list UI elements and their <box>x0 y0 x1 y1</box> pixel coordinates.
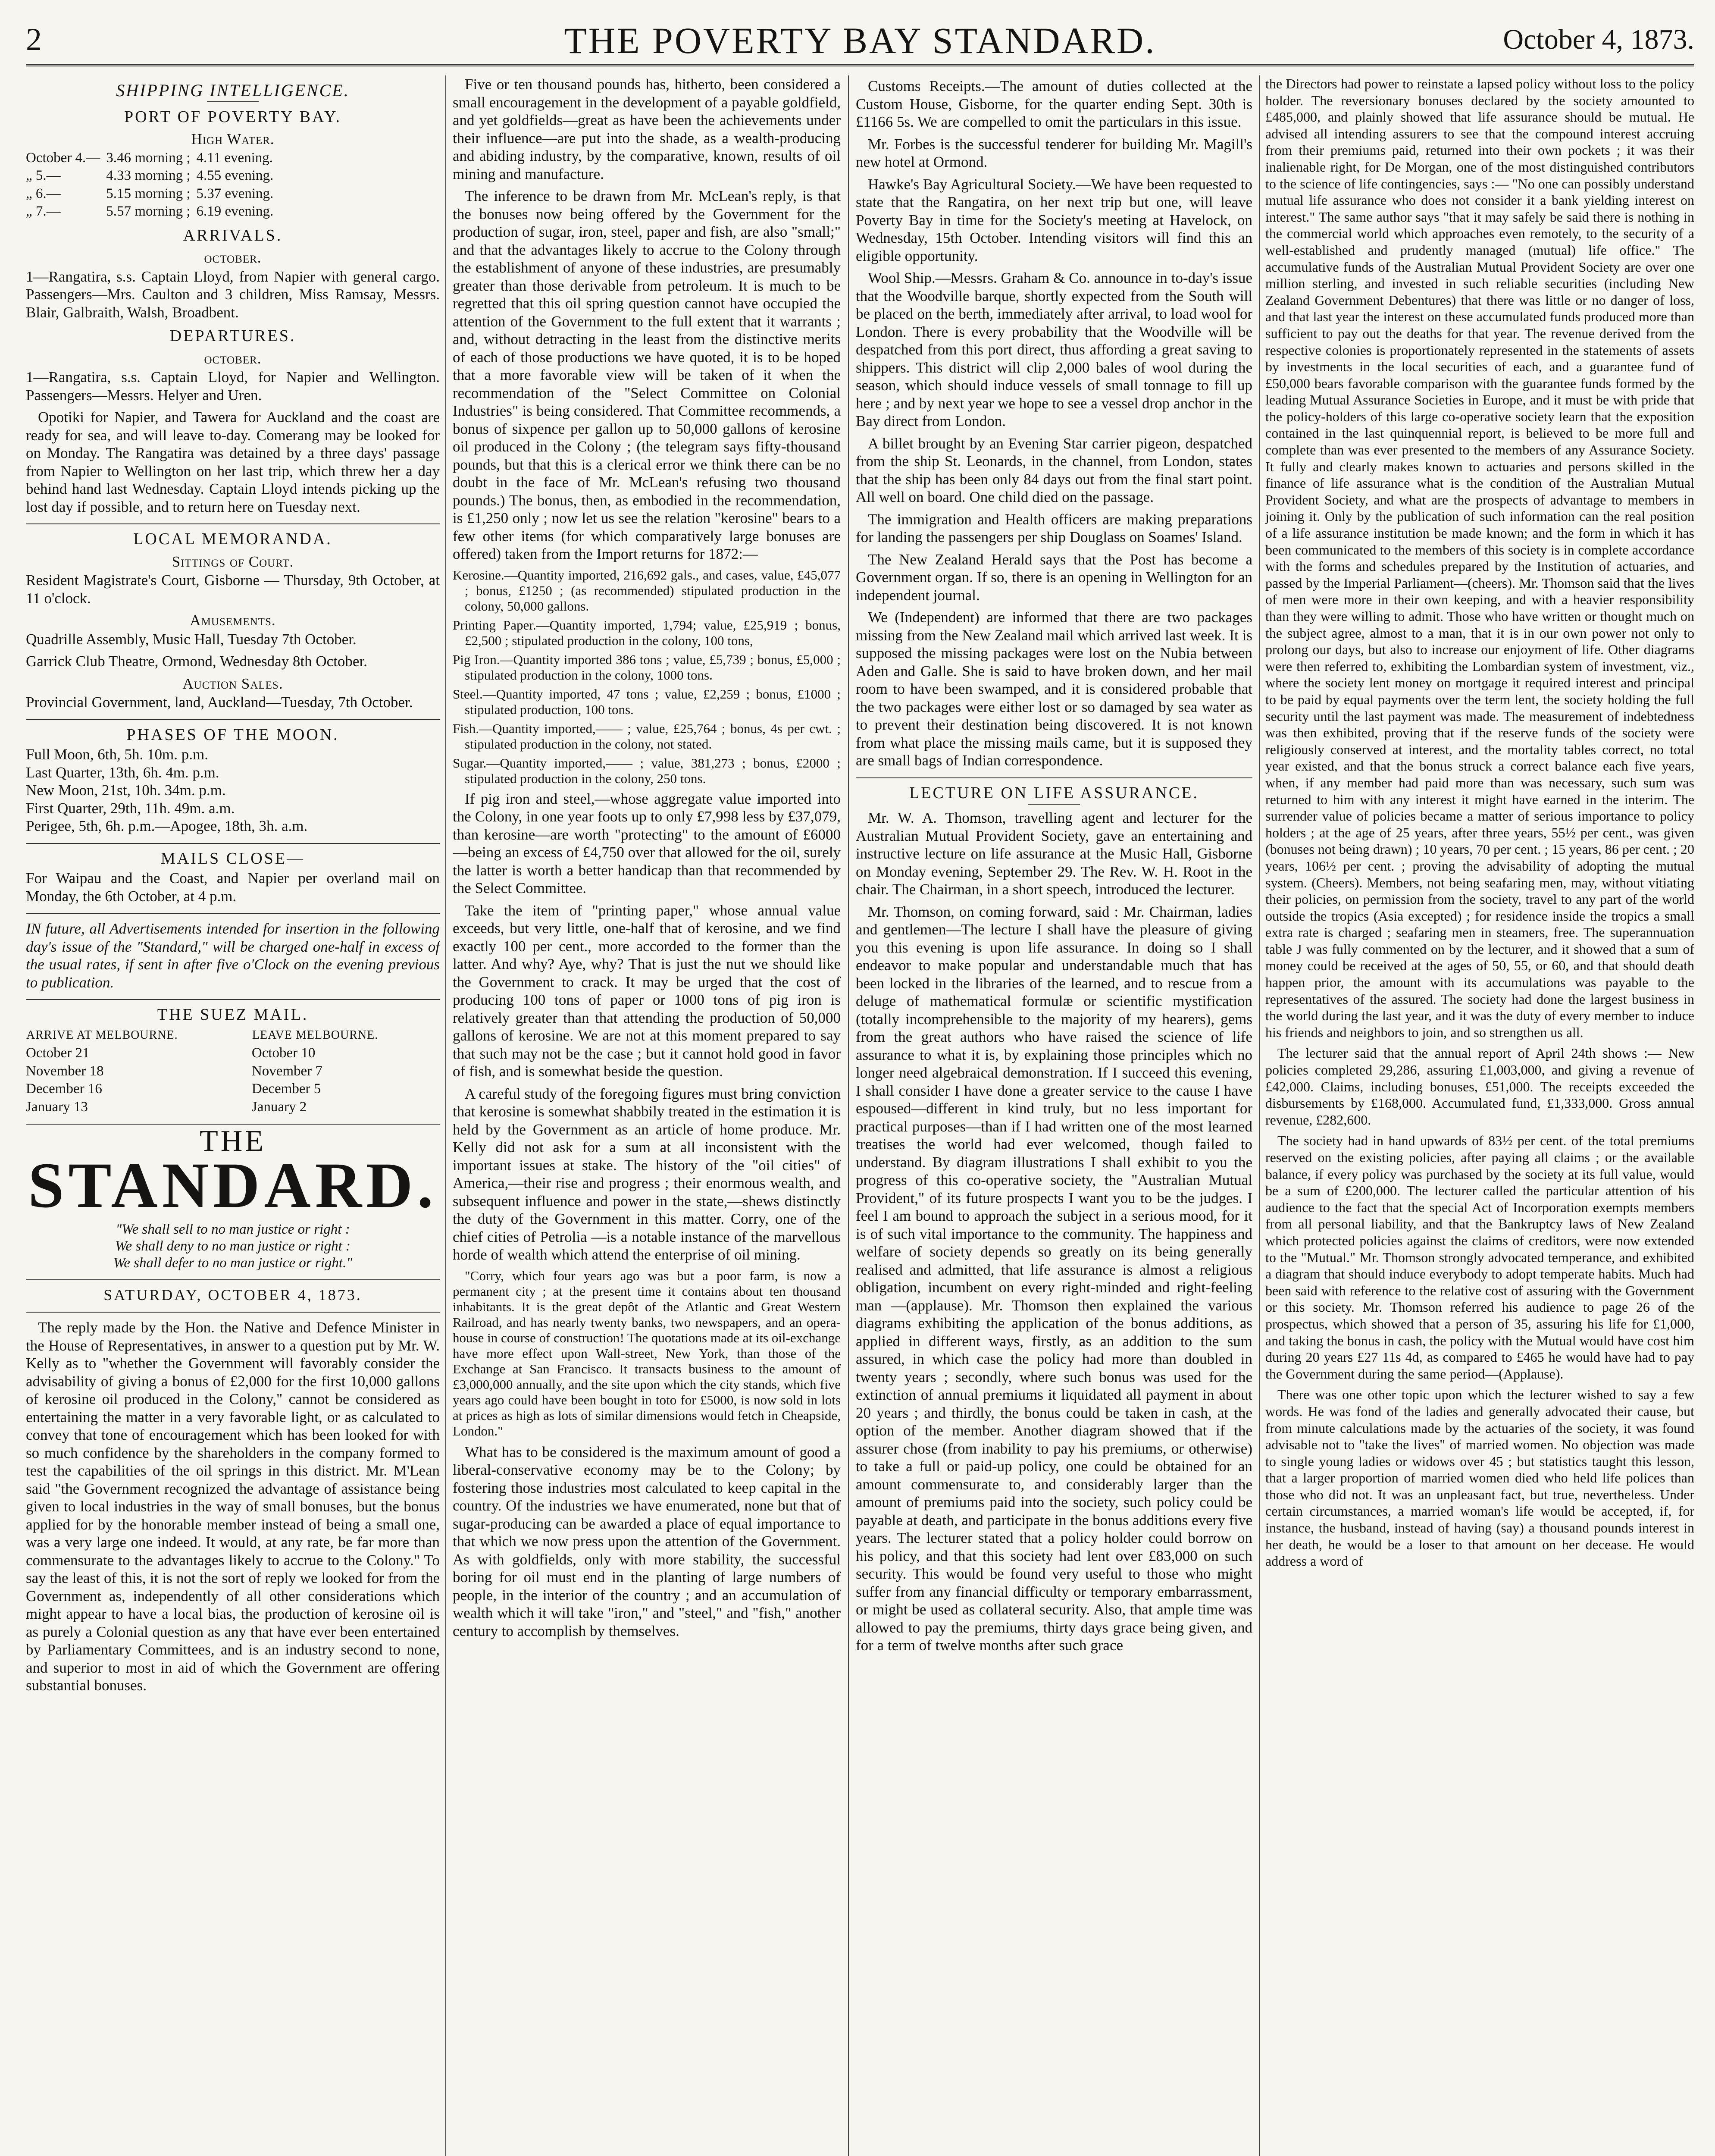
table-row <box>26 1098 440 1116</box>
shipping-heading: SHIPPING INTELLIGENCE. <box>116 81 350 100</box>
auction-entry: Provincial Government, land, Auckland—Tuesday, 7th October. <box>26 694 413 711</box>
lecture-paragraph: Mr. Thomson, on coming forward, said : Mr. Chairman, ladies and gentlemen—The lecture I shall have the pleasure of giving you this evening is upon life assurance. In doing so I shall endeavor to make popular and understandable much that has been locked in the libraries of the learned, and to rescue from a deluge of mathematical formulæ or scientific mystification (totally incomprehensible to the majority of my hearers), gems from the great authors who have raised the science of life assurance to what it is, by explaining those principles which no longer need algebraical demonstration. If I succeed this evening, I shall consider I have done a greater service to the cause I have espoused—different in kind truly, but no less important for practical purposes—than if I had written one of the most learned treatises the world had ever welcomed, though failed to understand. By diagram illustrations I shall exhibit to you the progress of this co-operative society, the "Australian Mutual Provident," of its future prospects I want you to be the judges. I feel I am bound to approach the subject in a serious mood, for it is of such vital importance to the community. The happiness and welfare of society depends so greatly on its being generally realised and admitted, that life assurance is almost a religious obligation, incumbent on every right-minded and right-feeling man —(applause). Mr. Thomson then explained the various diagrams exhibiting the application of the bonus additions, as applied in different ways, firstly, as an addition to the sum assured, in which case the policy had more than doubled in twenty years ; secondly, where such bonus was used for the extinction of annual premiums it liquidated all payment in about 20 years ; and thirdly, the bonus could be taken in cash, at the option of the member. Another diagram showed that if the assurer chose (from inability to pay his premiums, or otherwise) to take a full or paid-up policy, one could be obtained for an amount commensurate to, and considerably larger than the amount of premiums paid into the society, such policy could be payable at death, and participate in the bonus additions every five years. The lecturer stated that a policy holder could borrow on his policy, and that this society had lent over £83,000 on such security. This would be found very useful to those who might suffer from any financial difficulty or temporary embarrassment, or might be used as collateral security. Also, that ample time was allowed to pay the premiums, thirty days grace being given, and for a term of twelve months after such grace <box>856 903 1252 1654</box>
mails-heading: MAILS CLOSE— <box>160 849 305 868</box>
column-4 <box>1265 75 1694 2156</box>
newspaper-title: THE POVERTY BAY STANDARD. <box>564 20 1156 61</box>
shipping-notes: Opotiki for Napier, and Tawera for Auckland and the coast are ready for sea, and will leave to-day. Comerang may be looked for on Monday. The Rangatira was detained by a three days' passage from Napier to Wellington on her last trip, which threw her a day behind hand last Wednesday. Captain Lloyd intends picking up the lost day if possible, and to return here on Tuesday next. <box>26 409 440 515</box>
import-item: Pig Iron.—Quantity imported 386 tons ; value, £5,739 ; bonus, £5,000 ; stipulated production in the colony, 1000 tons. <box>453 652 841 683</box>
news-brief: A billet brought by an Evening Star carrier pigeon, despatched from the ship St. Leonards, in the channel, from London, states that the ship has been only 84 days out from the final start point. All well on board. One child died on the passage. <box>856 435 1252 505</box>
news-brief: We (Independent) are informed that there are two packages missing from the New Zealand mail which arrived last week. It is supposed the missing packages were lost on the Nubia between Aden and Galle. She is said to have broken down, and her mail room to have been swamped, and it is considered probable that the two packages were either lost or so damaged by sea water as to prevent their destination being discovered. It is not known from what place the missing mails came, but it is supposed they are small bags of Indian correspondence. <box>856 609 1252 769</box>
tide-morning: 5.15 morning ; <box>106 185 191 201</box>
divider <box>26 843 440 844</box>
table-row <box>26 1080 440 1098</box>
suez-mail-heading: THE SUEZ MAIL. <box>157 1006 309 1024</box>
local-memoranda-heading: LOCAL MEMORANDA. <box>133 530 332 548</box>
tide-evening: 4.11 evening. <box>196 150 273 166</box>
leave-date: October 10 <box>251 1045 316 1061</box>
arrival-entry: 1—Rangatira, s.s. Captain Lloyd, from Napier with general cargo. Passengers—Mrs. Caulton and 3 children, Miss Ramsay, Messrs. Blair, Galbraith, Walsh, Broadbent. <box>26 268 440 321</box>
masthead-rule <box>26 64 1694 66</box>
standard-motto <box>26 1221 440 1272</box>
departures-heading: DEPARTURES. <box>169 327 296 345</box>
standard-the: THE <box>199 1125 266 1158</box>
tide-evening: 6.19 evening. <box>196 204 274 219</box>
table-row <box>26 1062 440 1081</box>
divider <box>26 1312 440 1313</box>
arrive-date: January 13 <box>26 1099 88 1115</box>
lecture-paragraph: the Directors had power to reinstate a lapsed policy without loss to the policy holder. The reversionary bonuses declared by the society amounted to £485,000, and plainly showed that life assurance should be mutual. He advised all intending assurers to see that the compound interest accruing from their premiums paid, returned into their own pockets ; it was their inalienable right, for De Morgan, one of the most distinguished contributors to the science of life contingencies, says :— "No one can possibly understand mutual life assurance who does not consider it a bank yielding interest on interest." The same author says "that it may safely be said there is nothing in the commercial world which approaches even remotely, to the security of a well-established and prudently managed (mutual) life office." The accumulative funds of the Australian Mutual Provident Society are over one million sterling, and invested in such reliable securities (including New Zealand Government Debentures) that there was little or no danger of loss, and that last year the interest on these accumulated funds produced more than sufficient to pay out the deaths for that year. The revenue derived from the respective colonies is proportionately represented in the statements of assets by investments in the local securities of each, and a guarantee fund of £50,000 bears favorable comparison with the guarantee funds formed by the leading Mutual Assurance Societies in Europe, and it must be with pride that the policy-holders of this large co-operative society learn that the exposition contained in the last quinquennial report, is believed to be more full and complete than was ever presented to the members of any Assurance Society. It fully and clearly makes known to actuaries and persons skilled in the finance of life assurance what is the condition of the Australian Mutual Provident Society, and what are the prospects of advantage to members in joining it. Only by the publication of such information can the real position of a life assurance institution be made known; and the form in which it has been communicated to the members of this society is in complete accordance with the forms and schedules prepared by the Institution of actuaries, and passed by the Imperial Parliament—(cheers). Mr. Thomson said that the lives of men were more in their own keeping, and with a heavier responsibility than they were willing to admit. Those who have written or thought much on the subject agree, almost to a man, that it is in our own power not only to prolong our days, but also to increase our enjoyment of life. Other diagrams were then referred to, exhibiting the Lombardian system of investment, viz., where the society lent money on mortgage it required interest and principal to be paid by equal payments over the term lent, the society holding the full security until the last payment was made. The measurement of indebtedness was then exhibited, proving that if the reserve funds of the society were religiously conserved at interest, and the mortality tables correct, no total year existed, and that the bonus struck a correct balance each five years, when, if any member had paid more than was necessary, such sum was returned to him with any interest it might have earned in the interim. The surrender value of policies became a matter of serious importance to policy holders ; at the age of 25 years, after three years, 55½ per cent., was given (bonuses not being drawn) ; 10 years, 70 per cent. ; 15 years, 86 per cent. ; 20 years, 106½ per cent. ; proving the advisability of adopting the mutual system. (Cheers). Members, not being seafaring men, may, without vitiating their policies, on permission from the society, travel to any part of the world outside the tropics (Asia excepted) ; for residence inside the tropics a small extra rate is charged ; seafaring men in steamers, free. The superannuation table J was fully commented on by the lecturer, and it showed that a sum of money could be received at the ages of 50, 55, or 60, and that should death happen prior, the amount with its accumulations was payable to the representatives of the assured. The society had done the largest business in the world during the last year, and it was the duty of every member to induce his friends and neighbors to join, and so strengthen us all. <box>1265 76 1694 1040</box>
editorial-paragraph: Take the item of "printing paper," whose annual value exceeds, but very little, one-half that of kerosine, and we find exactly 100 per cent., more accorded to the former than the latter. And why? Aye, why? That is just the nut we should like the Government to crack. It may be urged that the cost of producing 100 tons of paper or 1000 tons of pig iron is relatively greater than that attending the production of 50,000 gallons of kerosine. We are not at this moment prepared to say that such may not be the case ; but it cannot hold good in favor of fish, and is somewhat beside the question. <box>453 902 841 1080</box>
moon-heading: PHASES OF THE MOON. <box>126 725 339 744</box>
auction-heading: Auction Sales. <box>182 675 283 692</box>
import-item: Sugar.—Quantity imported,—— ; value, 381,273 ; bonus, £2000 ; stipulated production in the colony, 250 tons. <box>453 755 841 786</box>
port-heading: PORT OF POVERTY BAY. <box>124 107 342 126</box>
arrive-date: December 16 <box>26 1081 102 1097</box>
issue-date: October 4, 1873. <box>1503 24 1694 55</box>
column-divider <box>445 75 446 2156</box>
moon-phase: Last Quarter, 13th, 6h. 4m. p.m. <box>26 764 219 781</box>
editorial-quote: "Corry, which four years ago was but a poor farm, is now a permanent city ; at the present time it contains about ten thousand inhabitants. It is the great depôt of the Atlantic and Great Western Railroad, and has nearly twenty banks, two newspapers, and an opera-house in course of construction! The quotations made at its oil-exchange have more effect upon Wall-street, New York, than those of the Exchange at San Francisco. It transacts business to the amount of £3,000,000 annually, and the site upon which the city stands, which five years ago could have been bought in toto for £5000, is now sold in lots at prices as high as lots of similar dimensions would fetch in Cheapside, London." <box>453 1268 841 1438</box>
arrivals-month: october. <box>204 249 262 266</box>
tide-evening: 5.37 evening. <box>196 185 274 201</box>
divider <box>26 999 440 1000</box>
leave-date: November 7 <box>251 1063 322 1079</box>
column-divider <box>848 75 849 2156</box>
amusement-entry: Garrick Club Theatre, Ormond, Wednesday 8th October. <box>26 653 367 670</box>
column-header: ARRIVE AT MELBOURNE. <box>26 1028 178 1042</box>
tide-row <box>26 149 279 167</box>
moon-phase: Perigee, 5th, 6h. p.m.—Apogee, 18th, 3h. a.m. <box>26 818 308 834</box>
column-3 <box>856 75 1252 2156</box>
tide-day: „ 7.— <box>26 204 61 219</box>
lecture-paragraph: There was one other topic upon which the lecturer wished to say a few words. He was fond of the ladies and generally advocated their cause, but from minute calculations made by the actuaries of the society, it was found advisable not to "take the lives" of married women. No objection was made to single young ladies or widows over 45 ; but statistics taught this lesson, that a larger proportion of married women died who held life polices than those who did not. It was an unpleasant fact, but true, nevertheless. Under certain circumstances, a married woman's life would be accepted, if, for instance, the husband, instead of having (say) a thousand pounds interest in her death, he would be a loser to that amount on her decease. He would address a word of <box>1265 1387 1694 1569</box>
lecture-paragraph: Mr. W. A. Thomson, travelling agent and lecturer for the Australian Mutual Provident Society, gave an entertaining and instructive lecture on life assurance at the Music Hall, Gisborne on Monday evening, September 29. The Rev. W. H. Root in the chair. The Chairman, in a short speech, introduced the lecturer. <box>856 809 1252 898</box>
tide-row <box>26 203 279 221</box>
divider <box>26 523 440 524</box>
news-brief: The New Zealand Herald says that the Post has become a Government organ. If so, there is an opening in Wellington for an independent journal. <box>856 551 1252 604</box>
page-number: 2 <box>26 22 42 57</box>
tide-row <box>26 167 279 185</box>
moon-phase: First Quarter, 29th, 11h. 49m. a.m. <box>26 799 235 817</box>
table-row <box>26 1044 440 1062</box>
news-brief: Wool Ship.—Messrs. Graham & Co. announce in to-day's issue that the Woodville barque, shortly expected from the South will be placed on the berth, immediately after arrival, to load wool for London. There is every probability that the Woodville will be despatched from this port direct, thus affording a great saving to shippers. This district will clip 2,000 bales of wool during the season, which should induce vessels of small tonnage to fill up here ; and by next year we hope to see a vessel drop anchor in the Bay direct from London. <box>856 270 1252 429</box>
editorial-paragraph: If pig iron and steel,—whose aggregate value imported into the Colony, in one year foots up to only £7,998 less by £37,079, than kerosine—are worth "protecting" to the amount of £6000—being an excess of £4,750 over that allowed for the oil, surely the latter is worth a better handicap than that recommended by the Select Committee. <box>453 790 841 896</box>
column-header: LEAVE MELBOURNE. <box>252 1028 379 1042</box>
suez-mail-table <box>26 1026 440 1116</box>
advertisement-notice: IN future, all Advertisements intended for insertion in the following day's issue of the "Standard," will be charged one-half in excess of the usual rates, if sent in after five o'Clock on the evening previous to publication. <box>26 920 440 991</box>
editorial-paragraph: A careful study of the foregoing figures must bring conviction that kerosine is somewhat shabbily treated in the estimation it is held by the Government as an article of home produce. Mr. Kelly did not ask for a sum at all inconsistent with the important issues at stake. The history of the "oil cities" of America,—their rise and progress ; their enormous wealth, and subsequent influence and power in the state,—shews distinctly the duty of the Government in this matter. Corry, one of the chief cities of Petrolia —is a notable instance of the marvellous horde of wealth which attend the enterprise of oil mining. <box>453 1085 841 1263</box>
arrive-date: November 18 <box>26 1063 104 1079</box>
lecture-heading: LECTURE ON LIFE ASSURANCE. <box>909 783 1199 802</box>
tide-day: October 4.— <box>26 150 100 166</box>
high-water-heading: High Water. <box>191 131 275 147</box>
editorial-paragraph: The inference to be drawn from Mr. McLean's reply, is that the bonuses now being offered by the Government for the production of sugar, iron, steel, paper and fish, are also "small;" and that the advantages likely to accrue to the Colony through the establishment of anyone of these industries, are presumably greater than those derivable from petroleum. It is much to be regretted that this oil spring question cannot have occupied the attention of the Government to the full extent that it warrants ; and, without detracting in the least from the distinctive merits of each of those productions we have quoted, it is to be hoped that a more favorable view will be taken of it when the recommendation of the "Select Committee on Colonial Industries" is being considered. That Committee recommends, a bonus of sixpence per gallon up to 50,000 gallons of kerosine oil produced in the Colony ; (the telegram says fifty-thousand pounds, but that this is a clerical error we think there can be no doubt in the face of Mr. McLean's refusing two thousand pounds.) The bonus, then, as embodied in the recommendation, is £1,250 only ; now let us see the relation "kerosine" bears to a few other items (for which comparatively large bonuses are offered) taken from the Import returns for 1872:— <box>453 188 841 562</box>
tide-row <box>26 185 279 203</box>
divider <box>26 719 440 720</box>
tide-morning: 5.57 morning ; <box>106 204 191 219</box>
news-brief: The immigration and Health officers are making preparations for landing the passengers per ship Douglass on Soames' Island. <box>856 511 1252 545</box>
arrive-date: October 21 <box>26 1045 90 1061</box>
editorial-date: SATURDAY, OCTOBER 4, 1873. <box>103 1286 362 1304</box>
divider <box>26 913 440 914</box>
arrivals-heading: ARRIVALS. <box>183 226 283 244</box>
tide-morning: 3.46 morning ; <box>106 150 191 166</box>
lecture-paragraph: The lecturer said that the annual report of April 24th shows :— New policies completed 29,286, assuring £1,003,000, and giving a revenue of £42,000. Claims, including bonuses, £51,000. The receipts exceeded the disbursements by £168,000. Accumulated fund, £1,333,000. Gross annual revenue, £282,600. <box>1265 1045 1694 1128</box>
tide-day: „ 6.— <box>26 185 61 201</box>
lecture-paragraph: The society had in hand upwards of 83½ per cent. of the total premiums reserved on the existing policies, after paying all claims ; or the available balance, if every policy was purchased by the society at its full value, would be a sum of £200,000. The lecturer called the particular attention of his audience to the fact that the special Act of Incorporation exempts members from all personal liability, and that the Bankruptcy laws of New Zealand which protected policies against the claims of creditors, were now extended to the "Mutual." Mr. Thomson strongly advocated temperance, and exhibited a diagram that should induce everybody to adopt temperate habits. Much had been said with reference to the relative cost of assuring with the Government or this society. Mr. Thomson referred his audience to page 26 of the prospectus, which showed that a person of 35, assuring his life for £1,000, and taking the bonus in cash, the policy with the Mutual would have cost him during 20 years £27 11s 4d, as compared to £465 he would have had to pay the Government during the same period—(Applause). <box>1265 1133 1694 1382</box>
divider <box>856 777 1252 778</box>
departure-entry: 1—Rangatira, s.s. Captain Lloyd, for Napier and Wellington. Passengers—Messrs. Helyer and Uren. <box>26 369 440 404</box>
news-brief: Hawke's Bay Agricultural Society.—We have been requested to state that the Rangatira, on her next trip but one, will leave Poverty Bay in time for the Society's meeting at Havelock, on Wednesday, 15th October. Intending visitors will find this an eligible opportunity. <box>856 175 1252 264</box>
mails-entry: For Waipau and the Coast, and Napier per overland mail on Monday, the 6th October, at 4 p.m. <box>26 870 440 905</box>
column-2 <box>453 75 841 2156</box>
import-item: Fish.—Quantity imported,—— ; value, £25,764 ; bonus, 4s per cwt. ; stipulated production in the colony, not stated. <box>453 721 841 752</box>
news-brief: Customs Receipts.—The amount of duties collected at the Custom House, Gisborne, for the quarter ending Sept. 30th is £1166 5s. We are compelled to omit the particulars in this issue. <box>856 78 1252 130</box>
departures-month: october. <box>204 350 262 367</box>
divider <box>1028 804 1080 805</box>
import-list <box>453 567 841 787</box>
moon-phase: Full Moon, 6th, 5h. 10m. p.m. <box>26 746 208 763</box>
editorial-paragraph: What has to be considered is the maximum amount of good a liberal-conservative economy may be to the Colony; by fostering those industries most calculated to keep capital in the country. Of the industries we have enumerated, none but that of sugar-producing can be awarded a place of equal importance to that which we now press upon the attention of the Government. As with goldfields, only with more stability, the successful boring for oil must end in the planting of large numbers of people, in the interior of the country ; and an accumulation of wealth which it will take "iron," and "steel," and "fish," another century to accomplish by themselves. <box>453 1443 841 1639</box>
leave-date: December 5 <box>251 1081 321 1097</box>
amusement-entry: Quadrille Assembly, Music Hall, Tuesday 7th October. <box>26 630 357 648</box>
motto-line: We shall defer to no man justice or right." <box>113 1255 353 1271</box>
import-item: Printing Paper.—Quantity imported, 1,794; value, £25,919 ; bonus, £2,500 ; stipulated production in the colony, 100 tons, <box>453 617 841 648</box>
tide-day: „ 5.— <box>26 168 61 183</box>
tide-morning: 4.33 morning ; <box>106 168 191 183</box>
table-header <box>26 1026 440 1045</box>
standard-title: STANDARD. <box>28 1149 438 1221</box>
motto-line: "We shall sell to no man justice or right : <box>116 1221 350 1237</box>
news-brief: Mr. Forbes is the successful tenderer for building Mr. Magill's new hotel at Ormond. <box>856 135 1252 170</box>
import-item: Kerosine.—Quantity imported, 216,692 gals., and cases, value, £45,077 ; bonus, £1250 ; (as recommended) stipulated production in the colony, 50,000 gallons. <box>453 567 841 614</box>
divider <box>26 1279 440 1280</box>
tide-evening: 4.55 evening. <box>196 168 274 183</box>
import-item: Steel.—Quantity imported, 47 tons ; value, £2,259 ; bonus, £1000 ; stipulated production, 100 tons. <box>453 686 841 717</box>
leave-date: January 2 <box>251 1099 307 1115</box>
divider <box>207 101 259 102</box>
column-1 <box>26 75 440 2156</box>
tide-table <box>26 149 279 221</box>
editorial-paragraph: Five or ten thousand pounds has, hitherto, been considered a small encouragement in the development of a payable goldfield, and yet goldfields—great as have been the achievements under their influence—are put into the shade, as a wealth-producing and abiding industry, by the comparative, known, results of oil mining and manufacture. <box>453 76 841 182</box>
motto-line: We shall deny to no man justice or right : <box>115 1238 351 1254</box>
editorial-paragraph: The reply made by the Hon. the Native and Defence Minister in the House of Representatives, in answer to a question put by Mr. W. Kelly as to "whether the Government will favorably consider the advisability of giving a bonus of £2,000 for the first 10,000 gallons of kerosine oil produced in the Colony," cannot be considered as entertaining the matter in a very favorable light, or as calculated to convey that tone of encouragement which has been looked for with so much confidence by the shareholders in the company formed to test the capabilities of the oil springs in this district. Mr. M'Lean said "the Government recognized the advantage of assistance being given to local industries in the way of small bonuses, but the bonus applied for by the honorable member instead of being a small one, was a very large one indeed. It would, at any rate, be far more than commensurate to the advantages likely to accrue to the Colony." To say the least of this, it is not the sort of reply we looked for from the Government as, independently of all other considerations which might appear to have a local bias, the production of kerosine oil is as purely a Colonial question as any that have ever been entertained by Parliamentary Committees, and is an industry second to none, and superior to most in aid of which the Government are offering substantial bonuses. <box>26 1319 440 1694</box>
moon-phase: New Moon, 21st, 10h. 34m. p.m. <box>26 782 226 799</box>
sittings-entry: Resident Magistrate's Court, Gisborne — Thursday, 9th October, at 11 o'clock. <box>26 572 440 607</box>
sittings-heading: Sittings of Court. <box>172 553 294 570</box>
amusements-heading: Amusements. <box>190 612 276 629</box>
masthead <box>26 17 1694 60</box>
column-divider <box>1259 75 1260 2156</box>
